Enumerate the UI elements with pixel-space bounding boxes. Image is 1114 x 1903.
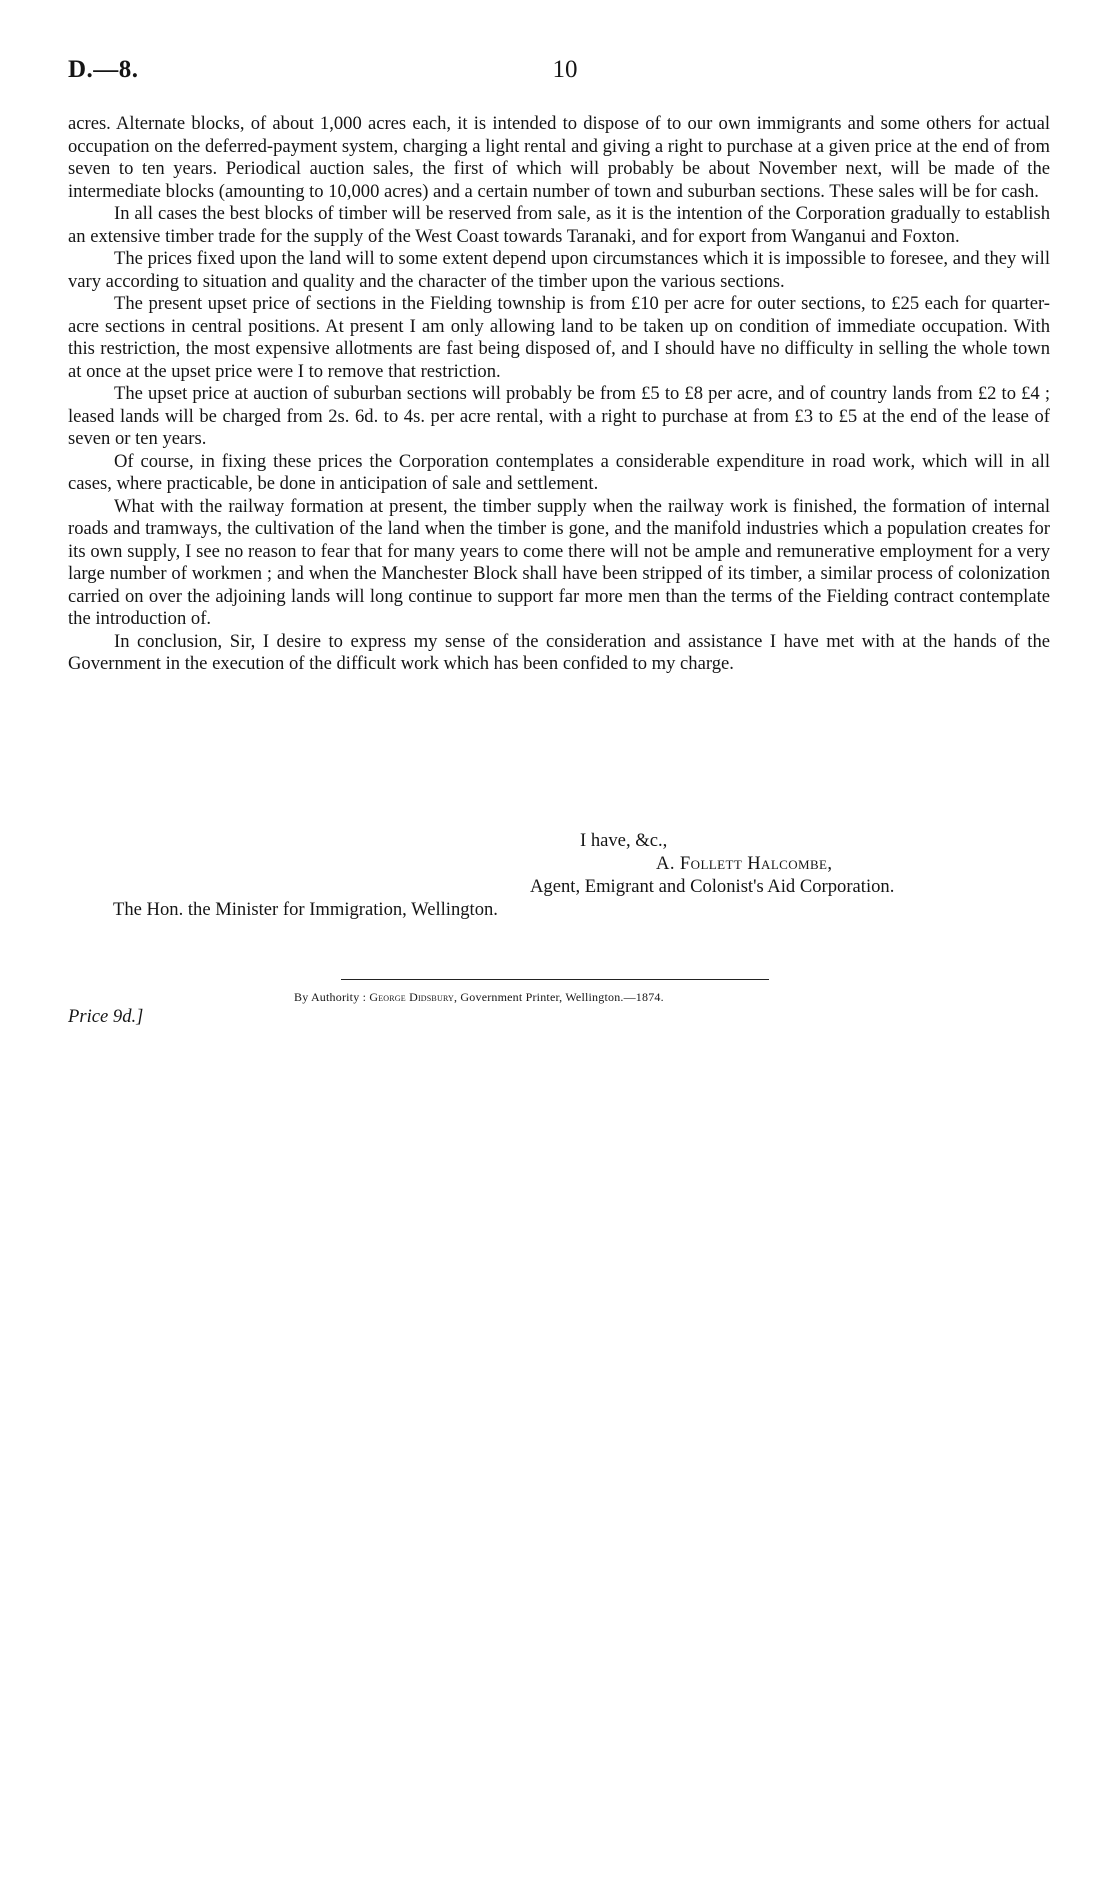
paragraph-3: The prices fixed upon the land will to some extent depend upon circumstances which it is impossible to foresee, and they will vary according to situation and quality and the character of the timber upon the various sections. (68, 248, 1050, 292)
signature-closing: I have, &c., (580, 830, 668, 851)
price-label: Price 9d.] (68, 1006, 144, 1027)
paragraph-5: The upset price at auction of suburban sections will probably be from £5 to £8 per acre, and of country lands from £2 to £4 ; leased lands will be charged from 2s. 6d. to 4s. per acre rental, with a right to purchase at from £3 to £5 at the end of the lease of seven or ten years. (68, 383, 1050, 449)
paragraph-4: The present upset price of sections in the Fielding township is from £10 per acre for outer sections, to £25 each for quarter-acre sections in central positions. At present I am only allowing land to be taken up on condition of immediate occupation. With this restriction, the most expensive allotments are fast being disposed of, and I should have no difficulty in selling the whole town at once at the upset price were I to remove that restriction. (68, 293, 1050, 382)
signature-name: A. Follett Halcombe, (656, 853, 833, 874)
paragraph-6: Of course, in fixing these prices the Corporation contemplates a considerable expenditure in road work, which will in all cases, where practicable, be done in anticipation of sale and settlement. (68, 450, 1050, 494)
paragraph-2: In all cases the best blocks of timber will be reserved from sale, as it is the intention of the Corporation gradually to establish an extensive timber trade for the supply of the West Coast towards Taranaki, and for export from Wanganui and Foxton. (68, 203, 1050, 247)
paragraph-8: In conclusion, Sir, I desire to express my sense of the consideration and assistance I have met with at the hands of the Government in the execution of the difficult work which has been confided to my charge. (68, 630, 1050, 674)
imprint-prefix: By Authority : (294, 990, 367, 1004)
addressee: The Hon. the Minister for Immigration, Wellington. (113, 899, 498, 920)
signature-title: Agent, Emigrant and Colonist's Aid Corporation. (530, 876, 895, 897)
letter-body (68, 113, 1050, 676)
document-code: D.—8. (68, 56, 139, 83)
imprint-printer: George Didsbury, (369, 990, 458, 1004)
imprint-suffix: Government Printer, Wellington.—1874. (460, 990, 664, 1004)
printer-imprint (294, 990, 664, 1005)
paragraph-1: acres. Alternate blocks, of about 1,000 acres each, it is intended to dispose of to our own immigrants and some others for actual occupation on the deferred-payment system, charging a light rental and giving a right to purchase at a given price at the end of from seven to ten years. Periodical auction sales, the first of which will probably be about November next, will be made of the intermediate blocks (amounting to 10,000 acres) and a certain number of town and suburban sections. These sales will be for cash. (68, 113, 1050, 202)
footer-divider (341, 979, 769, 980)
page-number: 10 (552, 56, 578, 83)
paragraph-7: What with the railway formation at present, the timber supply when the railway work is finished, the formation of internal roads and tramways, the cultivation of the land when the timber is gone, and the manifold industries which a population creates for its own supply, I see no reason to fear that for many years to come there will not be ample and remunerative employment for a very large number of workmen ; and when the Manchester Block shall have been stripped of its timber, a similar process of colonization carried on over the adjoining lands will long continue to support far more men than the terms of the Fielding contract contemplate the introduction of. (68, 495, 1050, 629)
